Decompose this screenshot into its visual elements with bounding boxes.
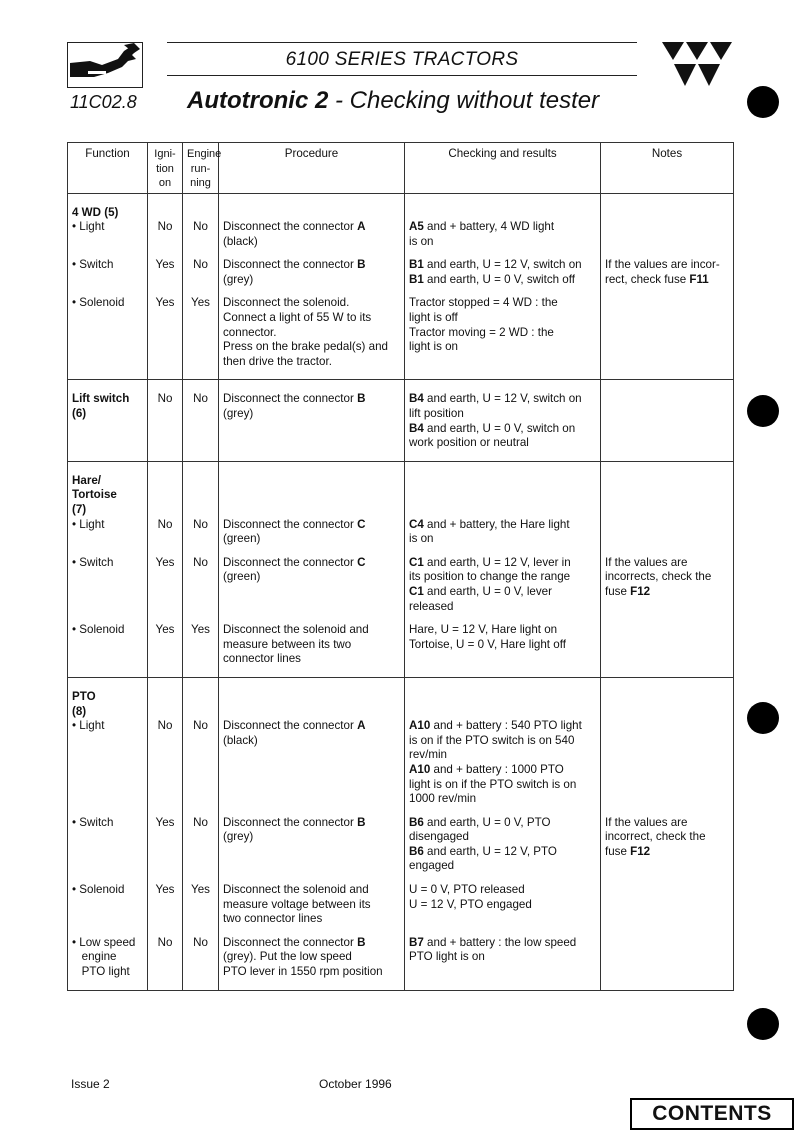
cell-text: If the values are (605, 555, 688, 569)
cell-text: C (357, 555, 366, 569)
cell-text: (grey) (223, 830, 254, 844)
function-cell (68, 287, 148, 379)
cell-text: Yes (191, 296, 210, 310)
col-procedure: Procedure (219, 143, 405, 194)
cell-text: Yes (155, 883, 175, 897)
cell-text: measure between its two (223, 637, 352, 651)
cell-text: B6 (409, 844, 424, 858)
wrench-hand-icon (67, 42, 143, 88)
engine-cell (183, 547, 219, 614)
cell-text: • Solenoid (72, 623, 125, 637)
cell-text: No (193, 258, 208, 272)
cell-text: and + battery : the low speed (423, 935, 577, 949)
cell-text: No (157, 220, 173, 234)
cell-text: engine (72, 950, 117, 964)
cell-text: No (193, 392, 208, 406)
ignition-cell (148, 287, 183, 379)
cell-text: • Switch (72, 555, 114, 569)
procedure-cell (219, 193, 405, 249)
cell-text: B4 (409, 421, 424, 435)
cell-text: (grey). Put the low speed (223, 950, 352, 964)
engine-cell (183, 380, 219, 461)
cell-text: and earth, U = 12 V, PTO (423, 844, 557, 858)
group-name: 4 WD (5) (72, 205, 119, 219)
function-cell (68, 874, 148, 927)
function-cell (68, 614, 148, 677)
function-cell (68, 249, 148, 287)
ignition-cell (148, 807, 183, 874)
cell-text: measure voltage between its (223, 897, 371, 911)
ignition-cell (148, 677, 183, 806)
cell-text: released (409, 599, 454, 613)
cell-text: Disconnect the connector (223, 258, 358, 272)
cell-text: Disconnect the connector (223, 555, 358, 569)
cell-text: Disconnect the solenoid and (223, 623, 369, 637)
title-bold: Autotronic 2 (187, 87, 329, 114)
checking-cell (405, 193, 601, 249)
ignition-cell (148, 380, 183, 461)
cell-text: • Low speed (72, 935, 136, 949)
cell-text: and + battery, the Hare light (423, 517, 570, 531)
cell-text: • Light (72, 517, 105, 531)
notes-cell (601, 249, 734, 287)
function-cell (68, 807, 148, 874)
cell-text: B1 (409, 258, 424, 272)
cell-text: (green) (223, 532, 261, 546)
procedure-cell (219, 677, 405, 806)
cell-text: connector lines (223, 652, 301, 666)
cell-text: No (193, 517, 208, 531)
cell-text: then drive the tractor. (223, 354, 332, 368)
cell-text: B (357, 392, 366, 406)
table-row (68, 193, 734, 249)
cell-text: C1 (409, 584, 424, 598)
procedure-cell (219, 380, 405, 461)
contents-button[interactable]: CONTENTS (630, 1098, 794, 1130)
cell-text: Disconnect the connector (223, 220, 358, 234)
cell-text: A (357, 220, 366, 234)
cell-text: and earth, U = 0 V, switch off (423, 272, 575, 286)
table-row (68, 874, 734, 927)
title-rest: - Checking without tester (328, 87, 600, 114)
cell-text: Disconnect the connector (223, 935, 358, 949)
cell-text: Yes (155, 296, 175, 310)
cell-text: Yes (155, 258, 175, 272)
cell-text: PTO light is on (409, 950, 485, 964)
cell-text: engaged (409, 859, 455, 873)
cell-text: Disconnect the solenoid. (223, 296, 350, 310)
engine-cell (183, 249, 219, 287)
cell-text: is on (409, 234, 434, 248)
engine-cell (183, 193, 219, 249)
cell-text: Disconnect the solenoid and (223, 883, 369, 897)
function-cell (68, 461, 148, 546)
notes-cell (601, 193, 734, 249)
cell-text: U = 0 V, PTO released (409, 883, 525, 897)
cell-text: Yes (155, 815, 175, 829)
checking-cell (405, 874, 601, 927)
ignition-cell (148, 461, 183, 546)
cell-text: and earth, U = 12 V, lever in (423, 555, 571, 569)
cell-text: B4 (409, 392, 424, 406)
series-title: 6100 SERIES TRACTORS (285, 49, 519, 70)
col-notes: Notes (601, 143, 734, 194)
cell-text: light is on if the PTO switch is on (409, 777, 577, 791)
cell-text: B (357, 935, 366, 949)
cell-text: Disconnect the connector (223, 517, 358, 531)
col-checking: Checking and results (405, 143, 601, 194)
engine-cell (183, 807, 219, 874)
cell-text: B (357, 258, 366, 272)
cell-text: No (157, 935, 173, 949)
cell-text: two connector lines (223, 912, 323, 926)
cell-text: is on (409, 532, 434, 546)
cell-text: C4 (409, 517, 424, 531)
ignition-cell (148, 193, 183, 249)
cell-text: If the values are (605, 815, 688, 829)
engine-cell (183, 927, 219, 990)
cell-text: U = 12 V, PTO engaged (409, 897, 532, 911)
cell-text: fuse (605, 844, 631, 858)
cell-text: connector. (223, 325, 277, 339)
cell-text: B7 (409, 935, 424, 949)
section-code: 11C02.8 (70, 92, 137, 112)
cell-text: light is on (409, 340, 458, 354)
cell-text: and earth, U = 12 V, switch on (423, 392, 582, 406)
margin-dot (747, 86, 779, 118)
cell-text: work position or neutral (409, 436, 529, 450)
notes-cell (601, 547, 734, 614)
notes-cell (601, 677, 734, 806)
margin-dot (747, 395, 779, 427)
ignition-cell (148, 614, 183, 677)
cell-text: PTO lever in 1550 rpm position (223, 965, 383, 979)
cell-text: No (157, 719, 173, 733)
procedure-cell (219, 547, 405, 614)
cell-text: PTO light (72, 965, 130, 979)
margin-dot (747, 1008, 779, 1040)
cell-text: incorrects, check the (605, 570, 712, 584)
header-rule-bottom (167, 75, 637, 76)
engine-cell (183, 461, 219, 546)
cell-text: is on if the PTO switch is on 540 (409, 733, 575, 747)
cell-text: • Switch (72, 258, 114, 272)
ignition-cell (148, 249, 183, 287)
cell-text: B1 (409, 272, 424, 286)
procedure-cell (219, 249, 405, 287)
procedure-cell (219, 614, 405, 677)
cell-text: rect, check fuse (605, 272, 690, 286)
cell-text: A5 (409, 220, 424, 234)
checking-table (67, 142, 734, 991)
notes-cell (601, 461, 734, 546)
engine-cell (183, 874, 219, 927)
cell-text: Disconnect the connector (223, 392, 358, 406)
cell-text: (6) (72, 407, 87, 421)
cell-text: C (357, 517, 366, 531)
cell-text: lift position (409, 407, 464, 421)
cell-text: • Switch (72, 815, 114, 829)
cell-text: Tractor moving = 2 WD : the (409, 325, 554, 339)
cell-text: light is off (409, 311, 458, 325)
massey-triangles-logo (660, 40, 734, 95)
cell-text: incorrect, check the (605, 830, 706, 844)
group-name: (7) (72, 503, 87, 516)
procedure-cell (219, 287, 405, 379)
cell-text: (black) (223, 234, 258, 248)
table-row (68, 614, 734, 677)
cell-text: Disconnect the connector (223, 719, 358, 733)
function-cell (68, 547, 148, 614)
cell-text: Disconnect the connector (223, 815, 358, 829)
cell-text: Tortoise, U = 0 V, Hare light off (409, 637, 566, 651)
cell-text: disengaged (409, 830, 469, 844)
col-engine: Engine run- ning (183, 143, 219, 194)
checking-cell (405, 380, 601, 461)
cell-text: F11 (689, 272, 709, 286)
checking-cell (405, 614, 601, 677)
cell-text: If the values are incor- (605, 258, 720, 272)
cell-text: Yes (191, 623, 210, 637)
cell-text: No (157, 517, 173, 531)
function-cell (68, 193, 148, 249)
checking-cell (405, 927, 601, 990)
notes-cell (601, 807, 734, 874)
cell-text: No (193, 220, 208, 234)
cell-text: fuse (605, 584, 631, 598)
cell-text: Tractor stopped = 4 WD : the (409, 296, 558, 310)
engine-cell (183, 614, 219, 677)
cell-text: F12 (630, 844, 651, 858)
cell-text: and earth, U = 0 V, PTO (423, 815, 551, 829)
table-row (68, 380, 734, 461)
cell-text: (grey) (223, 272, 254, 286)
cell-text: (green) (223, 570, 261, 584)
cell-text: No (157, 392, 173, 406)
notes-cell (601, 874, 734, 927)
cell-text: Hare, U = 12 V, Hare light on (409, 623, 558, 637)
cell-text: Lift switch (72, 392, 130, 406)
procedure-cell (219, 927, 405, 990)
procedure-cell (219, 807, 405, 874)
cell-text: No (193, 555, 208, 569)
date-label: October 1996 (319, 1077, 392, 1091)
table-row (68, 807, 734, 874)
cell-text: No (193, 935, 208, 949)
table-row (68, 677, 734, 806)
notes-cell (601, 614, 734, 677)
cell-text: No (193, 719, 208, 733)
cell-text: B (357, 815, 366, 829)
cell-text: rev/min (409, 748, 448, 762)
checking-cell (405, 677, 601, 806)
col-ignition: Igni- tion on (148, 143, 183, 194)
cell-text: and earth, U = 0 V, switch on (423, 421, 576, 435)
notes-cell (601, 287, 734, 379)
cell-text: (grey) (223, 407, 254, 421)
cell-text: and earth, U = 0 V, lever (423, 584, 552, 598)
group-name: Hare/ (72, 473, 102, 487)
table-row (68, 461, 734, 546)
cell-text: and + battery, 4 WD light (423, 220, 555, 234)
table-row (68, 547, 734, 614)
checking-cell (405, 547, 601, 614)
cell-text: B6 (409, 815, 424, 829)
table-row (68, 927, 734, 990)
checking-cell (405, 807, 601, 874)
group-name: Tortoise (72, 488, 117, 502)
ignition-cell (148, 927, 183, 990)
issue-label: Issue 2 (71, 1077, 110, 1091)
header-rule-top (167, 42, 637, 43)
checking-cell (405, 287, 601, 379)
cell-text: Press on the brake pedal(s) and (223, 340, 388, 354)
notes-cell (601, 927, 734, 990)
cell-text: (black) (223, 733, 258, 747)
procedure-cell (219, 461, 405, 546)
cell-text: • Solenoid (72, 883, 125, 897)
margin-dot (747, 702, 779, 734)
cell-text: No (193, 815, 208, 829)
cell-text: Yes (155, 623, 175, 637)
cell-text: and + battery : 540 PTO light (430, 719, 582, 733)
engine-cell (183, 677, 219, 806)
cell-text: F12 (630, 584, 651, 598)
procedure-cell (219, 874, 405, 927)
table-row (68, 287, 734, 379)
ignition-cell (148, 547, 183, 614)
cell-text: A10 (409, 719, 431, 733)
cell-text: its position to change the range (409, 570, 571, 584)
page-title (187, 87, 599, 115)
cell-text: and earth, U = 12 V, switch on (423, 258, 582, 272)
table-row (68, 249, 734, 287)
cell-text: A (357, 719, 366, 733)
cell-text: 1000 rev/min (409, 792, 477, 806)
cell-text: • Light (72, 719, 105, 733)
cell-text: Connect a light of 55 W to its (223, 311, 372, 325)
engine-cell (183, 287, 219, 379)
checking-cell (405, 249, 601, 287)
cell-text: Yes (155, 555, 175, 569)
function-cell (68, 380, 148, 461)
cell-text: C1 (409, 555, 424, 569)
group-name: (8) (72, 704, 87, 718)
table-header-row (68, 143, 734, 194)
function-cell (68, 927, 148, 990)
ignition-cell (148, 874, 183, 927)
cell-text: • Light (72, 220, 105, 234)
cell-text: and + battery : 1000 PTO (430, 762, 564, 776)
group-name: PTO (72, 689, 96, 703)
cell-text: • Solenoid (72, 296, 125, 310)
col-function: Function (68, 143, 148, 194)
cell-text: A10 (409, 762, 431, 776)
function-cell (68, 677, 148, 806)
notes-cell (601, 380, 734, 461)
cell-text: Yes (191, 883, 210, 897)
checking-cell (405, 461, 601, 546)
